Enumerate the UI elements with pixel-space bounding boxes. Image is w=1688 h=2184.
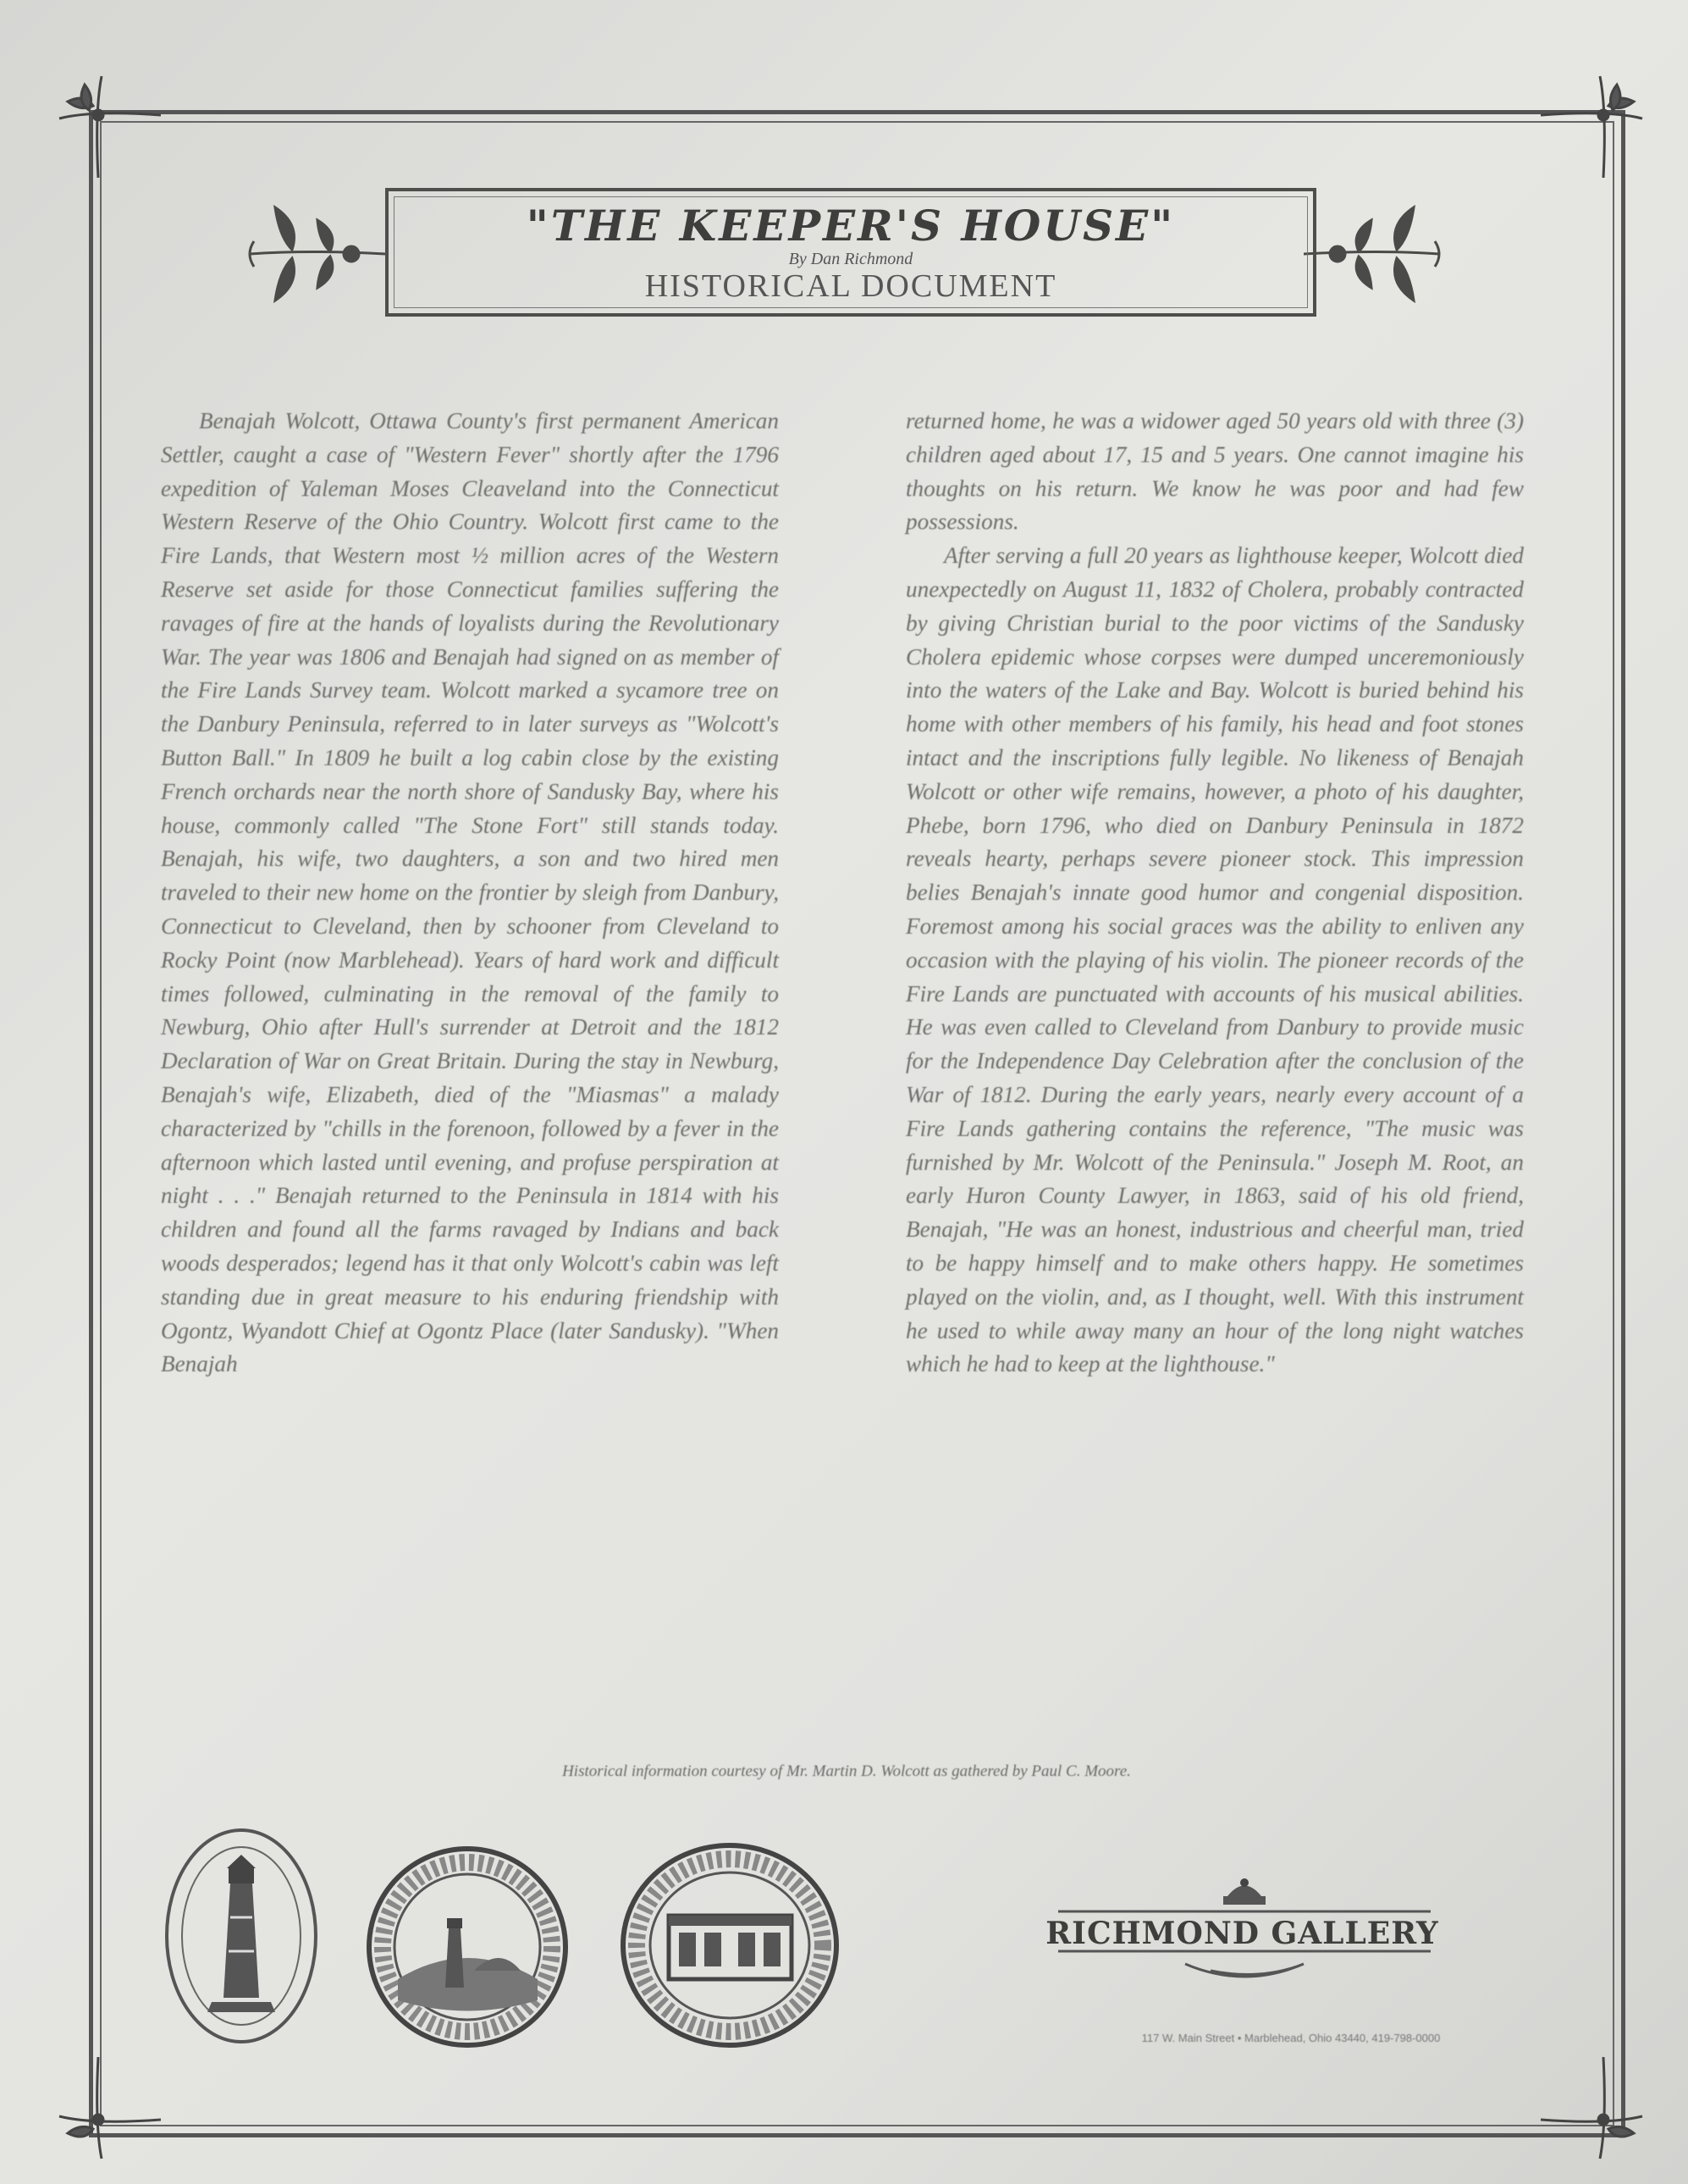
document-type: HISTORICAL DOCUMENT: [644, 268, 1057, 304]
document-byline: By Dan Richmond: [788, 250, 913, 268]
title-banner: [385, 188, 1316, 317]
gallery-address: 117 W. Main Street • Marblehead, Ohio 43440, 419-798-0000: [1141, 2032, 1441, 2044]
document-title: "THE KEEPER'S HOUSE": [526, 201, 1176, 251]
corner-ornament-top-left: [42, 59, 161, 178]
corner-ornament-top-right: [1541, 59, 1659, 178]
gallery-name: RICHMOND GALLERY: [1045, 1916, 1439, 1951]
ottawa-county-historical-society-seal: [618, 1839, 842, 2051]
corner-ornament-bottom-left: [42, 2057, 161, 2176]
left-text-column: [161, 405, 779, 1382]
paragraph: Benajah Wolcott, Ottawa County's first permanent American Settler, caught a case of "Western Fever" shortly after the 1796 expedition of Yaleman Moses Cleaveland into the Connecticut Western Reserve of the Ohio Country. Wolcott first came to the Fire Lands, that Western most ½ million acres of the Western Reserve set aside for those Connecticut families suffering the ravages of fire at the hands of loyalists during the Revolutionary War. The year was 1806 and Benajah had signed on as member of the Fire Lands Survey team. Wolcott marked a sycamore tree on the Danbury Peninsula, referred to in later surveys as "Wolcott's Button Ball." In 1809 he built a log cabin close by the existing French orchards near the north shore of Sandusky Bay, where his house, commonly called "The Stone Fort" still stands today. Benajah, his wife, two daughters, a son and two hired men traveled to their new home on the frontier by sleigh from Danbury, Connecticut to Cleveland, then by schooner from Cleveland to Rocky Point (now Marblehead). Years of hard work and difficult times followed, culminating in the removal of the family to Newburg, Ohio after Hull's surrender at Detroit and the 1812 Declaration of War on Great Britain. During the stay in Newburg, Benajah's wife, Elizabeth, died of the "Miasmas" a malady characterized by "chills in the forenoon, followed by a fever in the afternoon which lasted until evening, and profuse perspiration at night . . ." Benajah returned to the Peninsula in 1814 with his children and found all the farms ravaged by Indians and back woods desperados; legend has it that only Wolcott's cabin was left standing due in great measure to his enduring friendship with Ogontz, Wyandott Chief at Ogontz Place (later Sandusky). "When Benajah: [161, 408, 779, 1377]
title-flourish-right: [1304, 190, 1448, 317]
lighthouse-society-round-seal: [364, 1844, 571, 2051]
right-text-column: [906, 405, 1524, 1382]
credit-line: Historical information courtesy of Mr. Martin D. Wolcott as gathered by Paul C. Moore.: [562, 1762, 1131, 1780]
corner-ornament-bottom-right: [1541, 2057, 1659, 2176]
paragraph: returned home, he was a widower aged 50 years old with three (3) children aged about 17, 15 and 5 years. One cannot imagine his thoughts on his return. We know he was poor and had few possessions.: [906, 408, 1524, 535]
paragraph: After serving a full 20 years as lighthouse keeper, Wolcott died unexpectedly on August 11, 1832 of Cholera, probably contracted by giving Christian burial to the poor victims of the Sandusky Cholera epidemic whose corpses were dumped unceremoniously into the waters of the Lake and Bay. Wolcott is buried behind his home with other members of his family, his head and foot stones intact and the inscriptions fully legible. No likeness of Benajah Wolcott or other wife remains, however, a photo of his daughter, Phebe, born 1796, who died on Danbury Peninsula in 1872 reveals hearty, perhaps severe pioneer stock. This impression belies Benajah's innate good humor and congenial disposition. Foremost among his social graces was the ability to enliven any occasion with the playing of his violin. The pioneer records of the Fire Lands are punctuated with accounts of his musical abilities. He was even called to Cleveland from Danbury to provide music for the Independence Day Celebration after the conclusion of the War of 1812. During the early years, nearly every account of a Fire Lands gathering contains the reference, "The music was furnished by Mr. Wolcott of the Peninsula." Joseph M. Root, an early Huron County Lawyer, in 1863, said of his old friend, Benajah, "He was an honest, industrious and cheerful man, tried to be happy himself and to make others happy. He sometimes played on the violin, and, as I thought, well. With this instrument he used to while away many an hour of the long night watches which he had to keep at the lighthouse.": [906, 543, 1524, 1377]
title-flourish-left: [241, 190, 385, 317]
lighthouse-society-seal: [161, 1824, 322, 2049]
